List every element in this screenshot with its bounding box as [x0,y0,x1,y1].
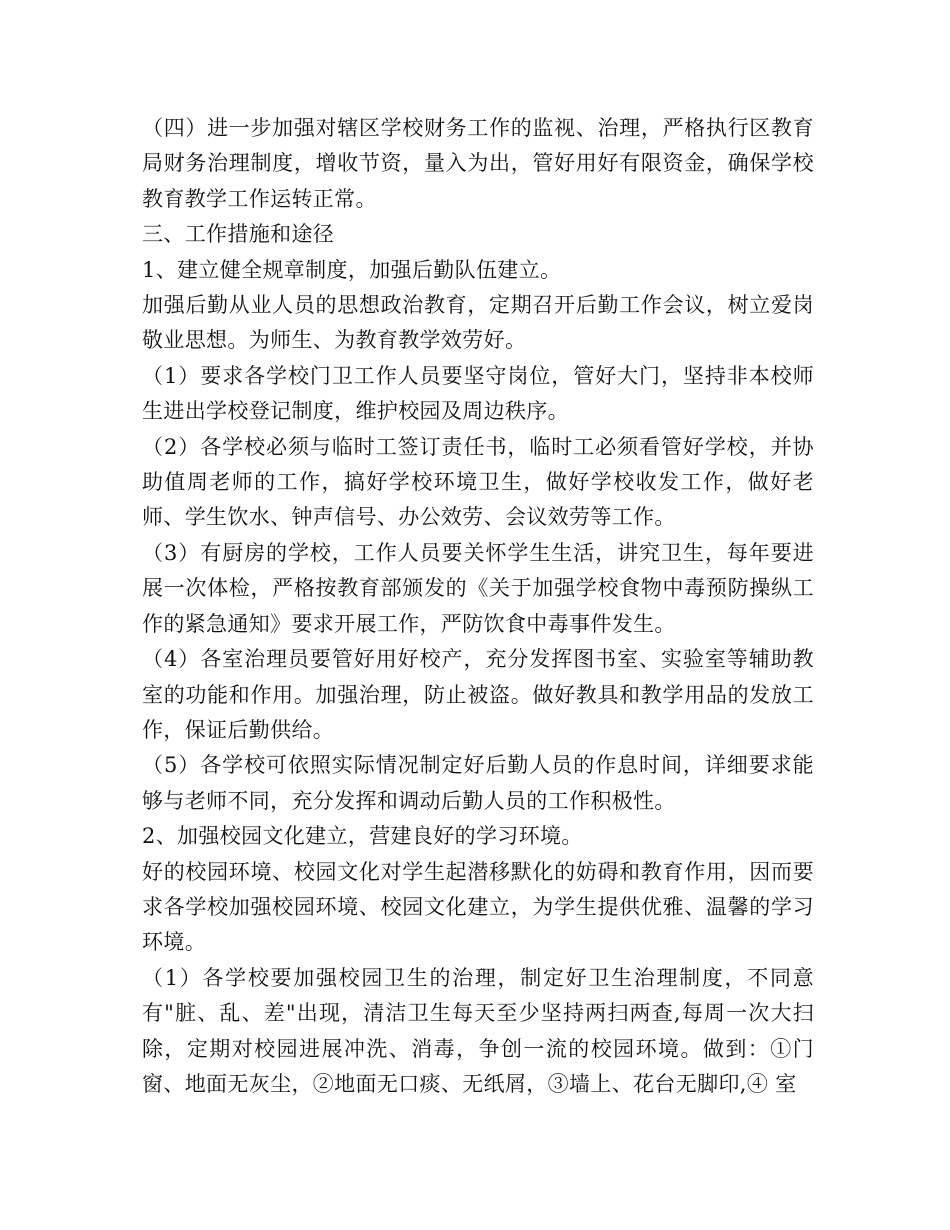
list-item-room-managers: （4）各室治理员要管好用好校产，充分发挥图书室、实验室等辅助教室的功能和作用。加强治理，防止被盗。做好教具和教学用品的发放工作，保证后勤供给。 [142,647,814,742]
paragraph-finance-management: （四）进一步加强对辖区学校财务工作的监视、治理，严格执行区教育局财务治理制度，增收节资，量入为出，管好用好有限资金，确保学校教育教学工作运转正常。 [142,116,814,211]
subheading-campus-culture: 2、加强校园文化建立，营建良好的学习环境。 [142,824,583,849]
paragraph-campus-environment: 好的校园环境、校园文化对学生起潜移默化的妨碍和教育作用，因而要求各学校加强校园环境、校园文化建立，为学生提供优雅、温馨的学习环境。 [142,859,814,955]
paragraph-staff-education: 加强后勤从业人员的思想政治教育，定期召开后勤工作会议，树立爱岗敬业思想。为师生、为教育教学效劳好。 [142,293,814,353]
section-heading-measures: 三、工作措施和途径 [142,222,335,247]
list-item-kitchen-staff: （3）有厨房的学校，工作人员要关怀学生生活，讲究卫生，每年要进展一次体检，严格按教育部颁发的《关于加强学校食物中毒预防操纵工作的紧急通知》要求开展工作，严防饮食中毒事件发生。 [142,540,814,636]
list-item-campus-hygiene: （1）各学校要加强校园卫生的治理，制定好卫生治理制度，不同意有"脏、乱、差"出现，清洁卫生每天至少坚持两扫两查,每周一次大扫除，定期对校园进展冲洗、消毒，争创一流的校园环境。做到：①门窗、地面无灰尘，②地面无口痰、无纸屑，③墙上、花台无脚印,④ 室 [142,965,814,1096]
document-body [142,111,814,1102]
list-item-temporary-workers: （2）各学校必须与临时工签订责任书，临时工必须看管好学校，并协助值周老师的工作，搞好学校环境卫生，做好学校收发工作，做好老师、学生饮水、钟声信号、办公效劳、会议效劳等工作。 [142,434,814,530]
list-item-work-schedule: （5）各学校可依照实际情况制定好后勤人员的作息时间，详细要求能够与老师不同，充分发挥和调动后勤人员的工作积极性。 [142,753,814,813]
list-item-gatekeepers: （1）要求各学校门卫工作人员要坚守岗位，管好大门，坚持非本校师生进出学校登记制度，维护校园及周边秩序。 [142,363,814,424]
subheading-rules-and-team: 1、建立健全规章制度，加强后勤队伍建立。 [142,257,562,282]
